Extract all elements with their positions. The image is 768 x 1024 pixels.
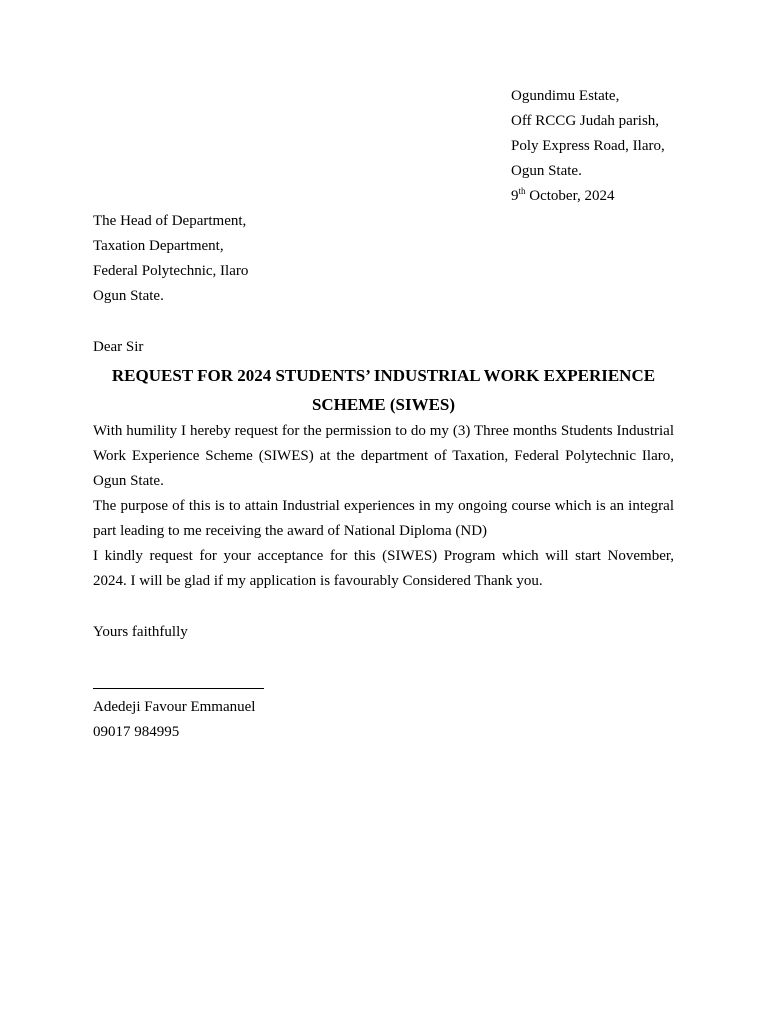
letter-body [93,419,674,594]
recipient-address-line: Ogun State. [93,288,164,304]
recipient-address-line: Taxation Department, [93,238,224,254]
signer-name: Adedeji Favour Emmanuel [93,699,256,715]
body-paragraph: With humility I hereby request for the permission to do my (3) Three months Students Industrial Work Experience Scheme (SIWES) at the department of Taxation, Federal Polytechnic Ilaro, Ogun State. [93,423,674,489]
body-paragraph: The purpose of this is to attain Industrial experiences in my ongoing course which is an integral part leading to me receiving the award of National Diploma (ND) [93,498,674,539]
closing: Yours faithfully [93,624,188,640]
letter-date [511,184,665,209]
sender-address-line: Off RCCG Judah parish, [511,113,660,129]
sender-address-line: Ogundimu Estate, [511,88,620,104]
recipient-address [93,209,248,309]
signature-line [93,688,264,689]
letter-title: REQUEST FOR 2024 STUDENTS’ INDUSTRIAL WORK EXPERIENCE SCHEME (SIWES) [111,366,656,414]
signer-block [93,695,255,745]
body-paragraph: I kindly request for your acceptance for this (SIWES) Program which will start November, 2024. I will be glad if my application is favourably Considered Thank you. [93,548,674,589]
sender-address [511,84,665,209]
date-rest: October, 2024 [525,188,615,204]
date-suffix: th [518,186,526,196]
date-day: 9 [511,188,519,204]
sender-address-line: Ogun State. [511,163,582,179]
recipient-address-line: Federal Polytechnic, Ilaro [93,263,249,279]
sender-address-line: Poly Express Road, Ilaro, [511,138,665,154]
salutation: Dear Sir [93,339,144,355]
recipient-address-line: The Head of Department, [93,213,247,229]
signer-phone: 09017 984995 [93,724,180,740]
